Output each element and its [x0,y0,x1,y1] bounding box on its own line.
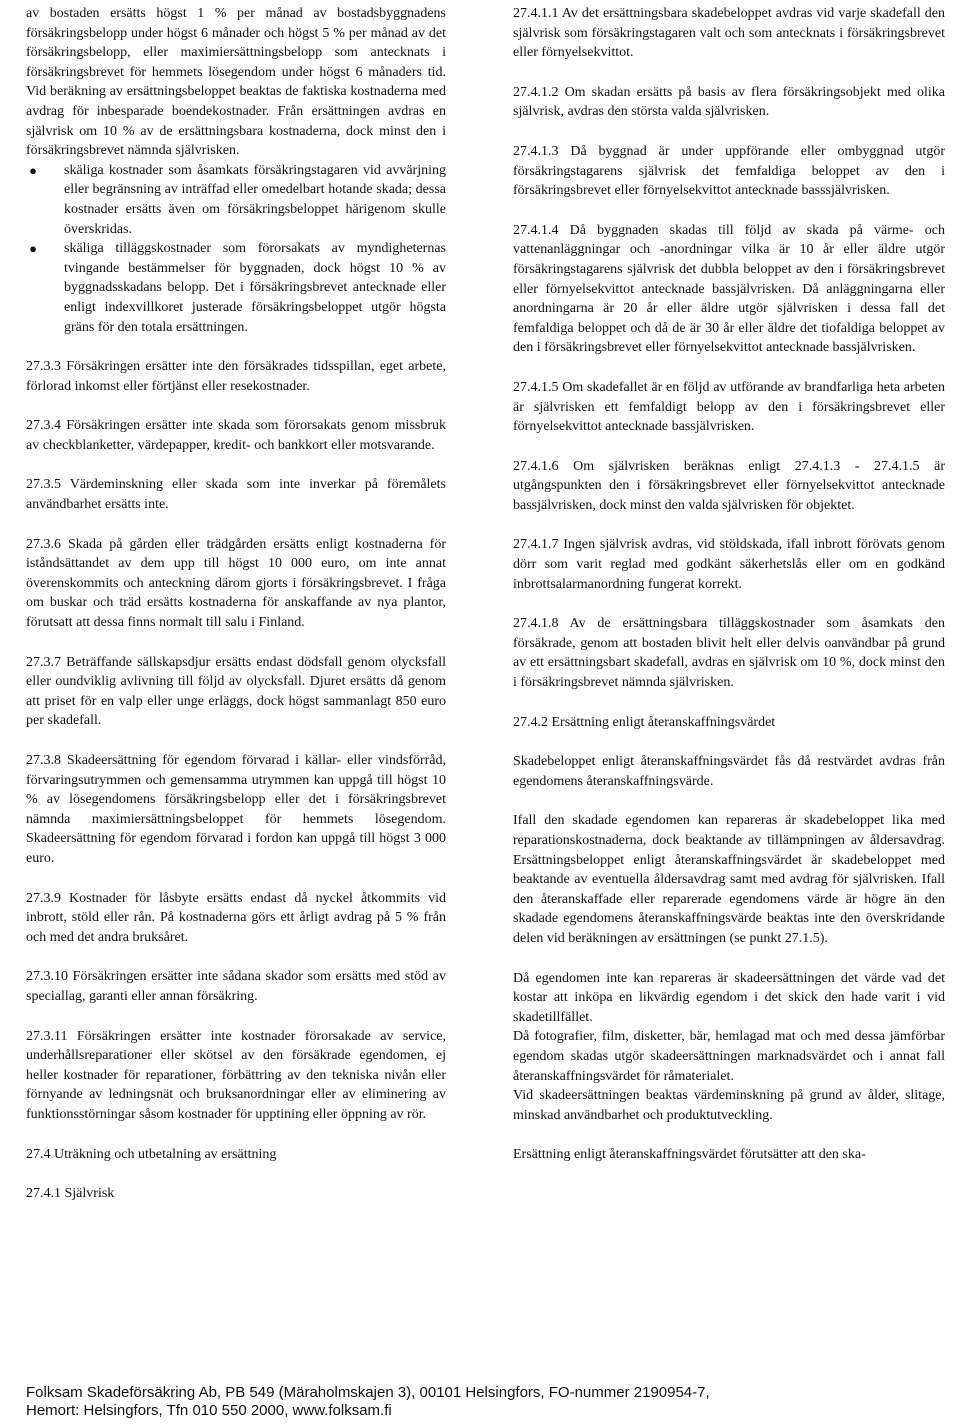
paragraph-27-4-1-7: 27.4.1.7 Ingen självrisk avdras, vid stöldskada, ifall inbrott förövats genom dörr som varit reglad med godkänt säkerhetslås eller om en godkänd inbrottsalarmanordning fungerat korrekt. [513,537,945,592]
paragraph-reparation: Ifall den skadade egendomen kan repareras är skadebeloppet lika med reparationskostnaderna, dock beaktande av tillämpningen av åldersavdrag. Ersättningsbeloppet enligt återanskaffningsvärdet är skadebeloppet med beaktande av eventuella åldersavdrag samt med avdrag för självrisken. Ifall den återanskaffade eller reparerade egendomens värde är högre än den skadade egendomens återanskaffningsvärde beaktas inte den överskridande delen vid beräkningen av ersättningen (se punkt 27.1.5). [513,813,945,946]
paragraph-27-4-1-4: 27.4.1.4 Då byggnaden skadas till följd av skada på värme- och vattenanläggningar och -anordningar vilka är 10 år eller äldre utgör försäkringstagarens självrisk det dubbla beloppet av den i försäkringsbrevet eller förnyelsekvittot antecknade bassjälvrisken. Då anläggningarna eller anordningarna är 20 år eller äldre utgör självrisken i dessa fall det femfaldiga beloppet och då de är 30 år eller äldre det tiofaldiga beloppet av den i försäkringsbrevet eller förnyelsekvittot antecknade bassjälvrisken. [513,222,945,356]
paragraph-intro: av bostaden ersätts högst 1 % per månad av bostadsbyggnadens försäkringsbelopp under högst 6 månader och högst 5 % per månad av det försäkringsbelopp, eller maximiersättningsbelopp som antecknats i försäkringsbrevet för hemmets lösegendom under högst 6 månaders tid. Vid beräkning av ersättningsbeloppet beaktas de faktiska kostnaderna med avdrag för inbesparade boendekostnader. Från ersättningen avdras en självrisk om 10 % av de ersättningsbara kostnaderna, dock minst den i försäkringsbrevet nämnda självrisken. [26,6,446,159]
paragraph-27-3-5: 27.3.5 Värdeminskning eller skada som inte inverkar på föremålets användbarhet ersätts inte. [26,477,446,513]
paragraph-27-3-8: 27.3.8 Skadeersättning för egendom förvarad i källar- eller vindsförråd, förvaringsutrymmen och gemensamma utrymmen kan uppgå till högst 10 % av lösegendomens försäkringsbelopp eller det i försäkringsbrevet nämnda maximiersättningsbeloppet för hemmets lösegendom. Skadeersättning för egendom förvarad i fordon kan uppgå till högst 3 000 euro. [26,753,446,866]
paragraph-27-4-1-8: 27.4.1.8 Av de ersättningsbara tilläggskostnader som åsamkats den försäkrade, genom att bostaden blivit helt eller delvis oanvändbar på grund av ett ersättningsbart skadefall, avdras en självrisk om 10 %, dock minst den i försäkringsbrevet nämnda självrisken. [513,616,945,691]
paragraph-fotografier: Då fotografier, film, disketter, bär, hemlagad mat och med dessa jämförbar egendom skadas utgör skadeersättningen marknadsvärdet och i annat fall återanskaffningsvärdet för råmaterialet. [513,1029,945,1084]
paragraph-27-4-1-6: 27.4.1.6 Om självrisken beräknas enligt 27.4.1.3 - 27.4.1.5 är utgångspunkten den i försäkringsbrevet eller förnyelsekvittot antecknade bassjälvrisken, dock minst den valda självrisken för objektet. [513,458,945,513]
paragraph-27-4-1-3: 27.4.1.3 Då byggnad är under uppförande eller ombyggnad utgör försäkringstagarens självrisk det femfaldiga beloppet av den i försäkringsbrevet eller förnyelsekvittot antecknade basssjälvrisken. [513,143,945,199]
paragraph-27-3-4: 27.3.4 Försäkringen ersätter inte skada som förorsakats genom missbruk av checkblanketter, värdepapper, kredit- och bankkort eller motsvarande. [26,418,446,453]
paragraph-27-3-11: 27.3.11 Försäkringen ersätter inte kostnader förorsakade av service, underhållsreparationer eller skötsel av den försäkrade egendomen, ej heller kostnader för reparationer, förbättring av den tekniska nivån eller förnyande av ledningsnät och bruksanordningar eller av eliminering av funktionsstörningar såsom kostnader för upptining eller öppning av rör. [26,1028,446,1122]
paragraph-27-3-7: 27.3.7 Beträffande sällskapsdjur ersätts endast dödsfall genom olycksfall eller oundviklig avlivning till följd av olycksfall. Djuret ersätts då genom att priset för en valp eller unge erläggs, dock högst sammanlagt 850 euro per skadefall. [26,654,446,729]
paragraph-skadebeloppet: Skadebeloppet enligt återanskaffningsvärdet fås då restvärdet avdras från egendomens återanskaffningsvärde. [513,754,945,789]
right-column [513,4,945,1165]
bullet-icon: ● [29,241,37,257]
paragraph-27-4-1-1: 27.4.1.1 Av det ersättningsbara skadebeloppet avdras vid varje skadefall den självrisk som försäkringstagaren valt och som antecknats i försäkringsbrevet eller förnyelsekvittot. [513,6,945,61]
bullet-item-avvarjning [26,161,446,239]
paragraph-27-3-6: 27.3.6 Skada på gården eller trädgården ersätts enligt kostnaderna för iståndsättandet av dem upp till högst 10 000 euro, om inte annat överenskommits och anteckning därom gjorts i försäkringsbrevet. I fråga om buskar och träd ersätts kostnaderna för anskaffande av nya plantor, förutsatt att dessa finns normalt till salu i Finland. [26,536,446,631]
footer-line-contact: Hemort: Helsingfors, Tfn 010 550 2000, www.folksam.fi [26,1402,392,1419]
paragraph-27-3-3: 27.3.3 Försäkringen ersätter inte den försäkrades tidsspillan, eget arbete, förlorad inkomst eller förtjänst eller resekostnader. [26,359,446,394]
paragraph-vardeminskning: Vid skadeersättningen beaktas värdeminskning på grund av ålder, slitage, minskad användbarhet och produktutveckling. [513,1088,945,1123]
paragraph-27-4-1-2: 27.4.1.2 Om skadan ersätts på basis av flera försäkringsobjekt med olika självrisk, avdras den största valda självrisken. [513,84,945,120]
paragraph-27-3-9: 27.3.9 Kostnader för låsbyte ersätts endast då nyckel åtkommits vid inbrott, stöld eller rån. På kostnaderna görs ett årligt avdrag på 5 % från och med det andra bruksåret. [26,890,446,945]
bullet-item-tillaggskostnader [26,239,446,337]
left-column [26,4,446,1204]
paragraph-27-4-1-5: 27.4.1.5 Om skadefallet är en följd av utförande av brandfarliga heta arbeten är självrisken ett femfaldigt belopp av den i försäkringsbrevet eller förnyelsekvittot antecknade bassjälvrisken. [513,379,945,435]
bullet-icon: ● [29,162,37,178]
bullet-text: skäliga tilläggskostnader som förorsakats av myndigheternas tvingande bestämmelser för byggnaden, dock högst 10 % av byggnadsskadans belopp. Det i försäkringsbrevet antecknade eller enligt indexvillkoret justerade försäkringsbeloppet utgör högsta gräns för den totala ersättningen. [64,241,446,335]
page-footer [26,1384,936,1420]
footer-line-company: Folksam Skadeförsäkring Ab, PB 549 (Märaholmskajen 3), 00101 Helsingfors, FO-nummer 2190954-7, [26,1384,710,1401]
paragraph-forutsatter: Ersättning enligt återanskaffningsvärdet förutsätter att den ska- [513,1147,866,1163]
paragraph-likvardig: Då egendomen inte kan repareras är skadeersättningen det värde vad det kostar att inköpa en likvärdig egendom i det skick den hade varit i vid skadetillfället. [513,970,945,1025]
bullet-text: skäliga kostnader som åsamkats försäkringstagaren vid avvärjning eller begränsning av inträffad eller omedelbart hotande skada; dessa kostnader ersätts även om försäkringsbeloppet härigenom skulle överskridas. [64,162,446,237]
paragraph-27-3-10: 27.3.10 Försäkringen ersätter inte sådana skador som ersätts med stöd av speciallag, garanti eller annan försäkring. [26,969,446,1004]
section-heading-27-4-2: 27.4.2 Ersättning enligt återanskaffningsvärdet [513,714,776,730]
section-heading-27-4: 27.4 Uträkning och utbetalning av ersättning [26,1146,277,1162]
section-heading-27-4-1: 27.4.1 Självrisk [26,1186,115,1202]
